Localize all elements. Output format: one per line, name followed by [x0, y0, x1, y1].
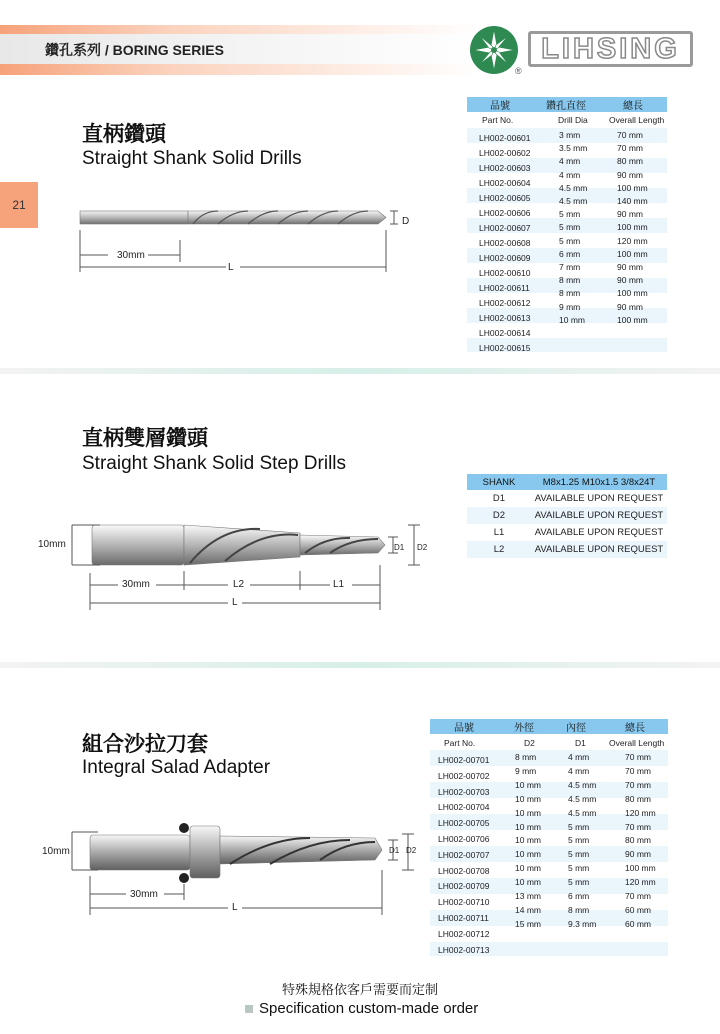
part-number-cell: LH002-00701 [438, 755, 490, 765]
part-number-cell: LH002-00605 [479, 193, 531, 203]
col-header-part-en: Part No. [444, 738, 476, 748]
outer-dia-cell: 10 mm [515, 807, 541, 818]
dim-shank-length: 30mm [117, 250, 145, 261]
col-header-length-en: Overall Length [609, 738, 665, 748]
outer-dia-cell: 8 mm [515, 752, 537, 762]
overall-length-cell: 60 mm [625, 918, 651, 929]
section-divider-1 [0, 368, 720, 374]
inner-dia-cell: 8 mm [568, 904, 590, 915]
row-value: AVAILABLE UPON REQUEST [534, 527, 664, 538]
outer-dia-cell: 15 mm [515, 918, 541, 929]
drill-dia-cell: 8 mm [559, 288, 581, 299]
part-number-cell: LH002-00614 [479, 328, 531, 338]
part-number-cell: LH002-00706 [438, 833, 490, 844]
part-number-cell: LH002-00603 [479, 163, 531, 173]
overall-length-cell: 100 mm [617, 314, 648, 325]
drill-dia-cell: 6 mm [559, 248, 581, 259]
inner-dia-cell: 5 mm [568, 863, 590, 874]
inner-dia-cell: 5 mm [568, 821, 590, 832]
shank-values: M8x1.25 M10x1.5 3/8x24T [531, 474, 667, 490]
outer-dia-cell: 10 mm [515, 793, 541, 804]
dim-overall-length: L [232, 597, 238, 608]
inner-dia-cell: 5 mm [568, 835, 590, 846]
footer-note-en: Specification custom-made order [259, 1000, 479, 1017]
overall-length-cell: 80 mm [625, 835, 651, 846]
inner-dia-cell: 4 mm [568, 752, 590, 762]
section2-title-en: Straight Shank Solid Step Drills [82, 453, 347, 474]
part-number-cell: LH002-00705 [438, 818, 490, 829]
col-header-length-zh: 總長 [599, 97, 667, 112]
overall-length-cell: 100 mm [617, 182, 648, 193]
inner-dia-cell: 5 mm [568, 877, 590, 888]
overall-length-cell: 70 mm [617, 143, 643, 154]
col-header-dia-zh: 鑽孔直徑 [533, 97, 599, 112]
overall-length-cell: 90 mm [617, 275, 643, 286]
brand-wordmark: LIHSING [528, 31, 693, 67]
page-number-tab: 21 [0, 182, 38, 228]
dim-overall-length: L [232, 902, 238, 913]
col-header-d2-en: D2 [524, 738, 535, 748]
part-number-cell: LH002-00704 [438, 802, 490, 813]
dim-shank-dia: 10mm [42, 846, 70, 857]
part-number-cell: LH002-00709 [438, 881, 490, 892]
part-number-cell: LH002-00702 [438, 770, 490, 781]
dim-diameter: D [402, 216, 410, 227]
overall-length-cell: 120 mm [625, 807, 656, 818]
overall-length-cell: 70 mm [625, 779, 651, 790]
overall-length-cell: 140 mm [617, 196, 648, 207]
part-number-cell: LH002-00611 [479, 283, 530, 293]
outer-dia-cell: 10 mm [515, 821, 541, 832]
dim-shank-dia: 10mm [38, 539, 66, 550]
inner-dia-cell: 6 mm [568, 891, 590, 902]
step-drill-spec-table [467, 474, 667, 558]
registered-mark: ® [515, 66, 522, 76]
part-number-cell: LH002-00703 [438, 786, 490, 797]
row-value: AVAILABLE UPON REQUEST [531, 541, 667, 558]
overall-length-cell: 80 mm [617, 156, 643, 167]
section3-title-zh: 組合沙拉刀套 [82, 733, 208, 756]
row-label: D1 [492, 493, 506, 504]
overall-length-cell: 60 mm [625, 904, 651, 915]
part-number-cell: LH002-00610 [479, 268, 531, 278]
drill-spec-table [467, 97, 667, 352]
part-number-cell: LH002-00602 [479, 148, 531, 158]
part-number-cell: LH002-00711 [438, 912, 489, 923]
col-header-length-zh: 總長 [602, 719, 668, 734]
drill-dia-cell: 9 mm [559, 301, 581, 312]
salad-adapter-diagram [60, 820, 440, 925]
series-title: 鑽孔系列 / BORING SERIES [45, 42, 224, 58]
part-number-cell: LH002-00604 [479, 178, 531, 188]
section3-title-en: Integral Salad Adapter [82, 757, 271, 778]
drill-dia-cell: 3.5 mm [559, 143, 588, 154]
outer-dia-cell: 13 mm [515, 891, 541, 902]
part-number-cell: LH002-00601 [479, 133, 531, 143]
overall-length-cell: 120 mm [625, 877, 656, 888]
row-label: D2 [467, 507, 531, 524]
inner-dia-cell: 9.3 mm [568, 918, 597, 929]
drill-dia-cell: 4.5 mm [559, 182, 588, 193]
part-number-cell: LH002-00613 [479, 313, 531, 323]
outer-dia-cell: 10 mm [515, 779, 541, 790]
overall-length-cell: 90 mm [617, 209, 643, 220]
overall-length-cell: 70 mm [617, 130, 643, 140]
outer-dia-cell: 14 mm [515, 904, 541, 915]
col-header-part-zh: 品號 [430, 719, 498, 734]
outer-dia-cell: 10 mm [515, 877, 541, 888]
overall-length-cell: 100 mm [625, 863, 656, 874]
straight-drill-diagram [78, 200, 418, 285]
dim-d2: D2 [417, 543, 428, 552]
drill-dia-cell: 5 mm [559, 209, 581, 220]
row-value: AVAILABLE UPON REQUEST [531, 507, 667, 524]
inner-dia-cell: 4.5 mm [568, 807, 597, 818]
drill-dia-cell: 4 mm [559, 169, 581, 180]
overall-length-cell: 100 mm [617, 248, 648, 259]
overall-length-cell: 80 mm [625, 793, 651, 804]
col-header-d1-zh: 內徑 [550, 719, 602, 734]
overall-length-cell: 100 mm [617, 288, 648, 299]
part-number-cell: LH002-00612 [479, 298, 531, 308]
col-header-part-zh: 品號 [467, 97, 533, 112]
part-number-cell: LH002-00708 [438, 865, 490, 876]
col-header-d2-zh: 外徑 [498, 719, 550, 734]
dim-l2: L2 [233, 579, 245, 590]
shank-header: SHANK [467, 474, 531, 490]
row-label: L1 [493, 527, 505, 538]
col-header-part-en: Part No. [482, 115, 514, 125]
part-number-cell: LH002-00608 [479, 238, 531, 248]
overall-length-cell: 70 mm [625, 752, 651, 762]
dim-d2: D2 [406, 846, 417, 855]
drill-dia-cell: 7 mm [559, 262, 581, 273]
section2-title-zh: 直柄雙層鑽頭 [82, 427, 208, 450]
overall-length-cell: 70 mm [625, 765, 651, 776]
overall-length-cell: 100 mm [617, 222, 648, 233]
part-number-cell: LH002-00707 [438, 849, 490, 860]
drill-dia-cell: 10 mm [559, 314, 585, 325]
part-number-cell: LH002-00712 [438, 928, 490, 939]
col-header-dia-en: Drill Dia [558, 115, 588, 125]
footer-note [245, 1000, 478, 1017]
part-number-cell: LH002-00710 [438, 897, 490, 908]
overall-length-cell: 90 mm [617, 169, 643, 180]
overall-length-cell: 70 mm [625, 891, 651, 902]
drill-dia-cell: 5 mm [559, 222, 581, 233]
part-number-cell: LH002-00606 [479, 208, 531, 218]
step-drill-diagram [60, 515, 440, 620]
dim-shank-length: 30mm [122, 579, 150, 590]
dim-d1: D1 [394, 543, 405, 552]
outer-dia-cell: 10 mm [515, 849, 541, 860]
overall-length-cell: 90 mm [617, 262, 643, 273]
part-number-cell: LH002-00713 [438, 944, 490, 955]
inner-dia-cell: 5 mm [568, 849, 590, 860]
overall-length-cell: 70 mm [625, 821, 651, 832]
col-header-length-en: Overall Length [609, 115, 665, 125]
section1-title-en: Straight Shank Solid Drills [82, 148, 302, 169]
section1-title-zh: 直柄鑽頭 [82, 123, 166, 146]
inner-dia-cell: 4.5 mm [568, 793, 597, 804]
drill-dia-cell: 4.5 mm [559, 196, 588, 207]
part-number-cell: LH002-00607 [479, 223, 531, 233]
drill-dia-cell: 5 mm [559, 235, 581, 246]
part-number-cell: LH002-00615 [479, 343, 531, 353]
drill-dia-cell: 8 mm [559, 275, 581, 286]
dim-shank-length: 30mm [130, 889, 158, 900]
drill-dia-cell: 4 mm [559, 156, 581, 167]
section-divider-2 [0, 662, 720, 668]
adapter-spec-table [430, 719, 668, 956]
overall-length-cell: 120 mm [617, 235, 648, 246]
part-number-cell: LH002-00609 [479, 253, 531, 263]
overall-length-cell: 90 mm [617, 301, 643, 312]
overall-length-cell: 90 mm [625, 849, 651, 860]
inner-dia-cell: 4.5 mm [568, 779, 597, 790]
brand-logo-icon [470, 26, 518, 74]
col-header-d1-en: D1 [575, 738, 586, 748]
dim-d1: D1 [389, 846, 400, 855]
dim-l1: L1 [333, 579, 345, 590]
outer-dia-cell: 10 mm [515, 835, 541, 846]
row-value: AVAILABLE UPON REQUEST [534, 493, 664, 504]
footer-note-zh: 特殊規格依客戶需要而定制 [281, 982, 438, 997]
drill-dia-cell: 3 mm [559, 130, 581, 140]
bullet-square-icon [245, 1005, 253, 1013]
row-label: L2 [467, 541, 531, 558]
outer-dia-cell: 10 mm [515, 863, 541, 874]
inner-dia-cell: 4 mm [568, 765, 590, 776]
outer-dia-cell: 9 mm [515, 765, 537, 776]
dim-overall-length: L [228, 262, 234, 273]
